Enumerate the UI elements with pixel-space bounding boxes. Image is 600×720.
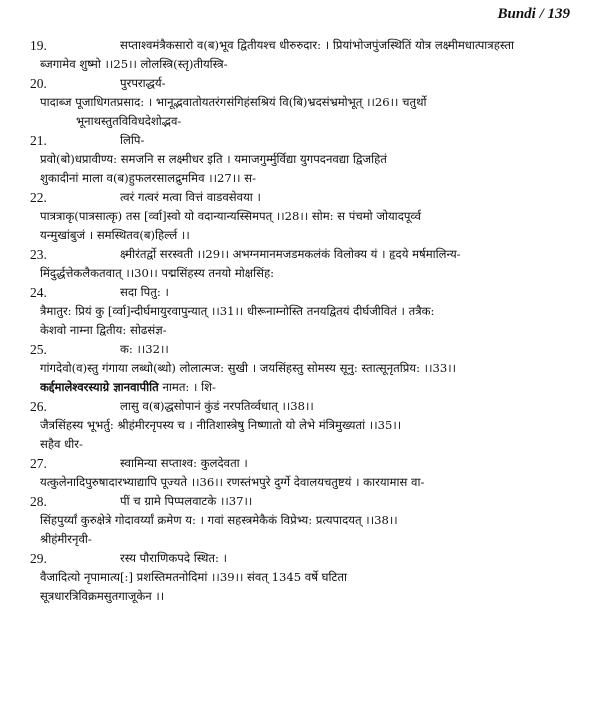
- verse-block: [30, 131, 578, 188]
- verse-number: 29.: [30, 551, 47, 566]
- verse-number: 26.: [30, 399, 47, 414]
- verse-line: [40, 378, 578, 397]
- verse-line: श्रीहंमीरनृवी-: [40, 532, 92, 546]
- verse-block: [30, 340, 578, 397]
- verse-line: सिंहपुर्य्यां कुरुक्षेत्रे गोदावर्य्यां क्रमेण य: । गवां सहस्त्रमेकैकं विप्रेभ्य: प्रत्यपादयत् ।।38।।: [40, 513, 398, 527]
- running-header: Bundi / 139: [497, 6, 570, 22]
- verse-block: [30, 245, 578, 283]
- verse-line: लासु व(ब)द्धसोपानं कुंडं नरपतिर्व्वधात् ।।38।।: [120, 399, 314, 413]
- verse-number: 21.: [30, 133, 47, 148]
- verse-block: [30, 36, 578, 74]
- verse-line: भूनाथस्तुतविविधदेशोद्भव-: [76, 114, 182, 128]
- verse-line: त्रैमातुर: प्रियं कु [र्व्वा]न्दीर्घमायुरवापुन्यात् ।।31।। धीरूनाम्नोस्ति तनयद्वितयं दीर्घजीवितं । तत्रैक:: [40, 304, 435, 318]
- line-tail: नामत: । शि-: [158, 380, 216, 394]
- verse-line: स्वामिन्या सप्ताश्व: कुलदेवता ।: [120, 456, 248, 470]
- verse-line: रस्य पौराणिकपदे स्थित: ।: [120, 551, 227, 565]
- verse-line: मिंदुर्द्धत्तेकलैकतवात् ।।30।। पद्मसिंहस्य तनयो मोक्षसिंह:: [40, 266, 275, 280]
- verse-line: सूत्रधारत्रिविक्रमसुतगाजूकेन ।।: [40, 589, 165, 603]
- verse-block: [30, 549, 578, 606]
- verse-list: [30, 36, 578, 606]
- verse-line: प्रवो(बो)धप्रावीण्य: समजनि स लक्ष्मीधर इति । यमाजगुर्म्मुर्विद्या युगपदनवद्या द्विजहितं: [40, 152, 387, 166]
- verse-line: वैजादित्यो नृपामात्य[:] प्रशस्तिमतनोदिमां ।।39।। संवत् 1345 वर्षे घटिता: [40, 570, 347, 584]
- verse-number: 27.: [30, 456, 47, 471]
- verse-line: ब्जगामेव शुष्मो ।।25।। लोलस्त्रि(स्तृ)तीयस्त्रि-: [40, 57, 228, 71]
- verse-number: 20.: [30, 76, 47, 91]
- verse-number: 28.: [30, 494, 47, 509]
- verse-line: सहैव धीर-: [40, 437, 83, 451]
- verse-line: क: ।।32।।: [120, 342, 169, 356]
- verse-block: [30, 188, 578, 245]
- verse-line: पादाब्ज पूजाधिगतप्रसाद: । भानूद्भवातोयतरंगसंगिहंसश्रियं वि(बि)भ्रदसंभ्रमोभूत् ।।26।। चतुर्थो: [40, 95, 427, 109]
- verse-number: 24.: [30, 285, 47, 300]
- bold-phrase: कर्द्दमालेश्वरस्याग्रे ज्ञानवापीति: [40, 380, 159, 394]
- verse-block: [30, 454, 578, 492]
- verse-line: केशवो नाम्ना द्वितीय: सोढसंज्ञ-: [40, 323, 167, 337]
- verse-line: शुकादीनां माला व(ब)हुफलरसालद्रुममिव ।।27।। स-: [40, 171, 256, 185]
- verse-number: 23.: [30, 247, 47, 262]
- verse-line: पुरपराद्धर्य-: [120, 76, 166, 90]
- verse-line: त्वरं गत्वरं मत्वा वित्तं वाडवसेवया ।: [120, 190, 261, 204]
- verse-line: गांगदेवो(व)स्तु गंगाया लब्धो(ब्धो) लोलात्मज: सुखी । जयसिंहस्तु सोमस्य सूनु: स्तात्सूनृतप्रिय: ।।33।।: [40, 361, 457, 375]
- verse-line: क्ष्मीरंतर्द्वो सरस्वती ।।29।। अभग्नमानमजडमकलंकं विलोक्य यं । हृदये मर्षमालिन्य-: [120, 247, 461, 261]
- verse-line: यन्मुखांबुजं । समस्थितव(ब)हिर्ल्ल ।।: [40, 228, 190, 242]
- verse-block: [30, 283, 578, 340]
- verse-line: जैत्रसिंहस्य भूभर्तु: श्रीहंमीरनृपस्य च । नीतिशास्त्रेषु निष्णातो यो लेभे मंत्रिमुख्यतां ।।35।।: [40, 418, 402, 432]
- verse-block: [30, 397, 578, 454]
- verse-line: यत्कुलेनादिपुरुषादारभ्याद्यापि पूज्यते ।।36।। रणस्तंभपुरे दुर्ग्गे देवालयचतुष्टयं । कारयामास वा-: [40, 475, 425, 489]
- verse-line: पीं च ग्रामे पिप्पलवाटके ।।37।।: [120, 494, 253, 508]
- verse-number: 19.: [30, 38, 47, 53]
- verse-line: सदा पितु: ।: [120, 285, 169, 299]
- verse-block: [30, 492, 578, 549]
- verse-line: पात्रत्राकृ(पात्रसात्कृ) तस [र्व्वा]स्वो यो वदान्यान्यस्सिमपत् ।।28।। सोम: स पंचमो जोयादपूर्व्व: [40, 209, 422, 223]
- verse-number: 22.: [30, 190, 47, 205]
- verse-line: लिपि-: [120, 133, 145, 147]
- verse-line: सप्ताश्वमंत्रैकसारो व(ब)भूव द्वितीयश्च धीरुरुदार: । प्रियांभोजपुंजस्थितिं योत्र लक्ष्मीमधात्पात्रहस्ता: [120, 38, 514, 52]
- verse-block: [30, 74, 578, 131]
- verse-number: 25.: [30, 342, 47, 357]
